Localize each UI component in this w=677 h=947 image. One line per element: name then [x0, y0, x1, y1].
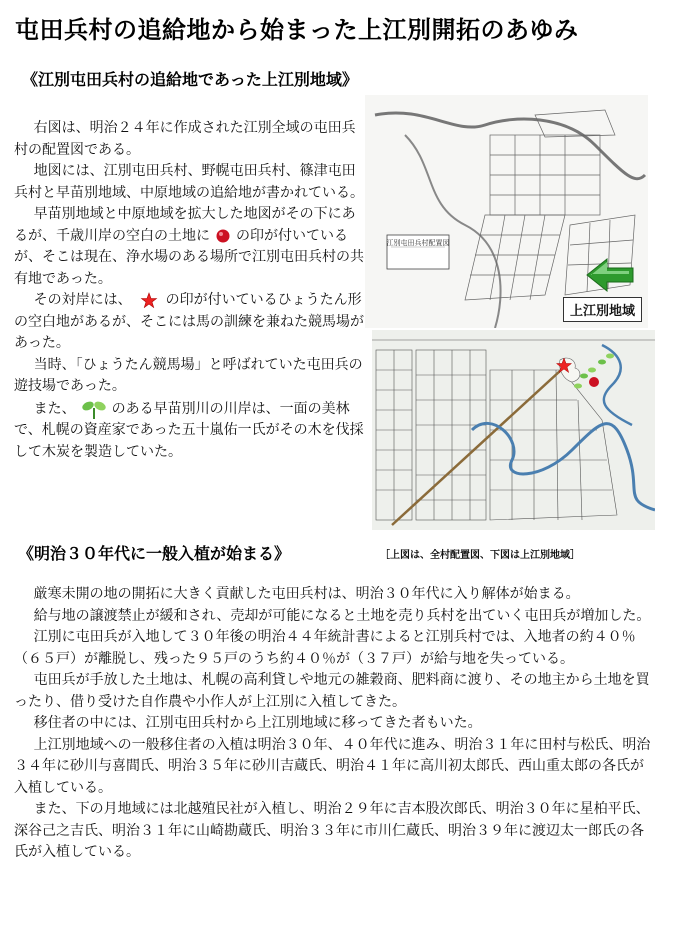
village-layout-map: [365, 95, 648, 328]
section2-heading: 《明治３０年代に一般入植が始まる》: [18, 544, 291, 563]
section1-text: 早苗別地域と中原地域を拡大した地図がその下にあるが、千歳川岸の空白の土地に: [14, 206, 356, 244]
map-legend-text: 江別屯田兵村配置図: [386, 239, 450, 247]
section1-heading: 《江別屯田兵村の追給地であった上江別地域》: [22, 70, 358, 89]
section1-text: の印が付いているひょうたん形の空白地があるが、そこには馬の訓練を兼ねた競馬場があった。: [14, 292, 364, 351]
section1-text: また、: [33, 400, 76, 417]
section2-paragraph: 給与地の譲渡禁止が緩和され、売却が可能になると土地を売り兵村を出ていく屯田兵が増加した。: [33, 607, 651, 624]
page-title: 屯田兵村の追給地から始まった上江別開拓のあゆみ: [15, 16, 579, 44]
section1-text: のある早苗別川の川岸は、一面の美林で、札幌の資産家であった五十嵐佑一氏がその木を伐採して木炭を製造していた。: [14, 400, 364, 460]
map-caption: ［上図は、全村配置図、下図は上江別地域］: [380, 550, 580, 561]
section1-paragraph: [14, 398, 366, 464]
section2-paragraph: また、下の月地域には北越殖民社が入植し、明治２９年に吉本股次郎氏、明治３０年に星柏平氏、深谷己之吉氏、明治３１年に山崎勘蔵氏、明治３３年に市川仁蔵氏、明治３９年に渡辺太一郎氏の各氏が入植している。: [14, 801, 650, 860]
section2-paragraph: 屯田兵が手放した土地は、札幌の高利貸しや地元の雑穀商、肥料商に渡り、その地主から土地を買ったり、借り受けた自作農や小作人が上江別に入植してきた。: [14, 672, 650, 710]
section1-text: その対岸には、: [33, 292, 132, 308]
map-area-label: 上江別地域: [563, 297, 642, 322]
red-dot-marker-icon: [210, 228, 236, 244]
section2-paragraph: 厳寒未開の地の開拓に大きく貢献した屯田兵村は、明治３０年代に入り解体が始まる。: [33, 586, 580, 602]
section2-paragraph: 移住者の中には、江別屯田兵村から上江別地域に移ってきた者もいた。: [33, 715, 482, 731]
kami-ebetsu-detail-map: [372, 330, 655, 530]
star-marker-icon: [132, 292, 166, 308]
red-dot-marker-icon: [589, 377, 599, 387]
section1-paragraph: [14, 290, 366, 355]
kami-ebetsu-detail-map-drawing: [372, 330, 655, 530]
section2-body: [14, 584, 654, 864]
section1-paragraph: 当時、「ひょうたん競馬場」と呼ばれていた屯田兵の遊技場であった。: [14, 356, 363, 394]
section1-paragraph: 右図は、明治２４年に作成された江別全域の屯田兵村の配置図である。: [14, 120, 356, 158]
village-layout-map-drawing: [365, 95, 648, 328]
section1-text: の印が付いているが、そこは現在、浄水場のある場所で江別屯田兵村の共有地であった。: [14, 227, 364, 287]
section2-paragraph: 上江別地域への一般移住者の入植は明治３０年、４０年代に進み、明治３１年に田村与松氏、明治３４年に砂川与喜間氏、明治３５年に砂川吉蔵氏、明治４１年に高川初太郎氏、西山重太郎の各氏が入植している。: [14, 736, 651, 796]
sprout-icon: [76, 398, 112, 420]
section1-paragraph: 地図には、江別屯田兵村、野幌屯田兵村、篠津屯田兵村と早苗別地域、中原地域の追給地が書かれている。: [14, 163, 364, 201]
section1-body: [14, 118, 366, 463]
section1-paragraph: [14, 204, 366, 290]
section2-paragraph: 江別に屯田兵が入地して３０年後の明治４４年統計書によると江別兵村では、入地者の約４０％（６５戸）が離脱し、残った９５戸のうち約４０％が（３７戸）が給与地を失っている。: [14, 629, 636, 667]
